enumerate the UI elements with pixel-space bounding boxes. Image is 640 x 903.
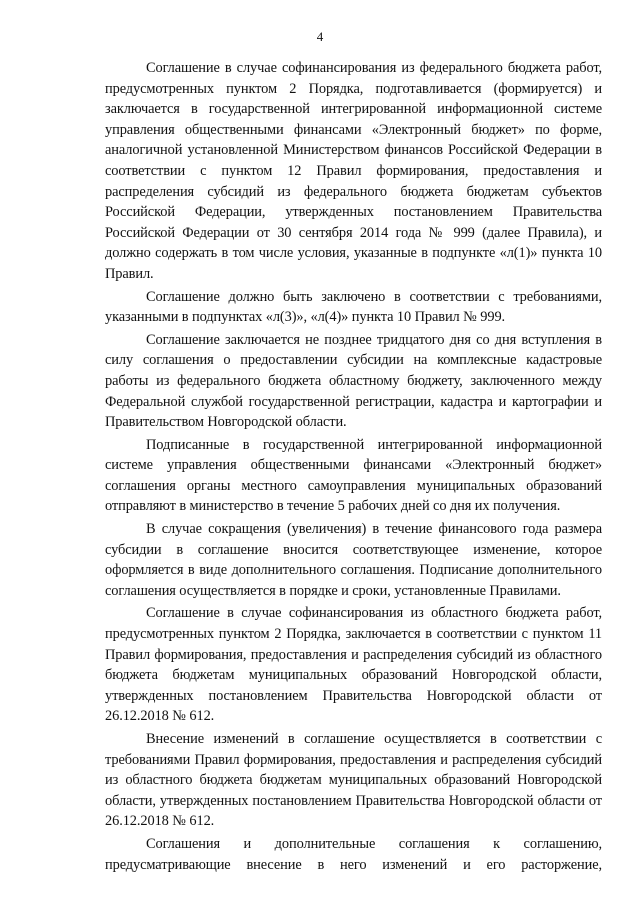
paragraph-signed-agreements: Подписанные в государственной интегрированной информационной системе управления общественными финансами «Электронный бюджет» соглашения органы местного самоуправления муниципальных образований отправляют в министерство в течение 5 рабочих дней со дня их получения.: [105, 436, 602, 515]
paragraph-agreement-federal-cofinancing: Соглашение в случае софинансирования из федерального бюджета работ, предусмотренных пунктом 2 Порядка, подготавливается (формируется) и заключается в государственной интегрированной информационной системе управления общественными финансами «Электронный бюджет» по форме, аналогичной установленной Министерством финансов Российской Федерации в соответствии с пунктом 12 Правил формирования, предоставления и распределения субсидий из федерального бюджета бюджетам субъектов Российской Федерации, утвержденных постановлением Правительства Российской Федерации от 30 сентября 2014 года № 999 (далее Правила), и должно содержать в том числе условия, указанные в подпункте «л(1)» пункта 10 Правил.: [105, 60, 602, 282]
paragraph-subsidy-change: В случае сокращения (увеличения) в течение финансового года размера субсидии в соглашение вносится соответствующее изменение, которое оформляется в виде дополнительного соглашения. Подписание дополнительного соглашения осуществляется в порядке и сроки, установленные Правилами.: [105, 521, 602, 599]
page-number: 4: [316, 29, 324, 44]
paragraph-additional-agreements: Соглашения и дополнительные соглашения к соглашению, предусматривающие внесение в него изменений и его расторжение,: [105, 835, 602, 873]
paragraph-agreement-regional-cofinancing: Соглашение в случае софинансирования из областного бюджета работ, предусмотренных пунктом 2 Порядка, заключается в соответствии с пунктом 11 Правил формирования, предоставления и распределения субсидий из областного бюджета бюджетам муниципальных образований Новгородской области, утвержденных постановлением Правительства Новгородской области от 26.12.2018 № 612.: [105, 605, 602, 725]
paragraph-agreement-requirements: Соглашение должно быть заключено в соответствии с требованиями, указанными в подпунктах «л(3)», «л(4)» пункта 10 Правил № 999.: [105, 288, 602, 326]
paragraph-amendments: Внесение изменений в соглашение осуществляется в соответствии с требованиями Правил формирования, предоставления и распределения субсидий из областного бюджета бюджетам муниципальных образований Новгородской области, утвержденных постановлением Правительства Новгородской области от 26.12.2018 № 612.: [105, 731, 602, 830]
paragraph-agreement-deadline: Соглашение заключается не позднее тридцатого дня со дня вступления в силу соглашения о предоставлении субсидии на комплексные кадастровые работы из федерального бюджета областному бюджету, заключенного между Федеральной службой государственной регистрации, кадастра и картографии и Правительством Новгородской области.: [105, 331, 602, 431]
document-body: [105, 58, 602, 877]
